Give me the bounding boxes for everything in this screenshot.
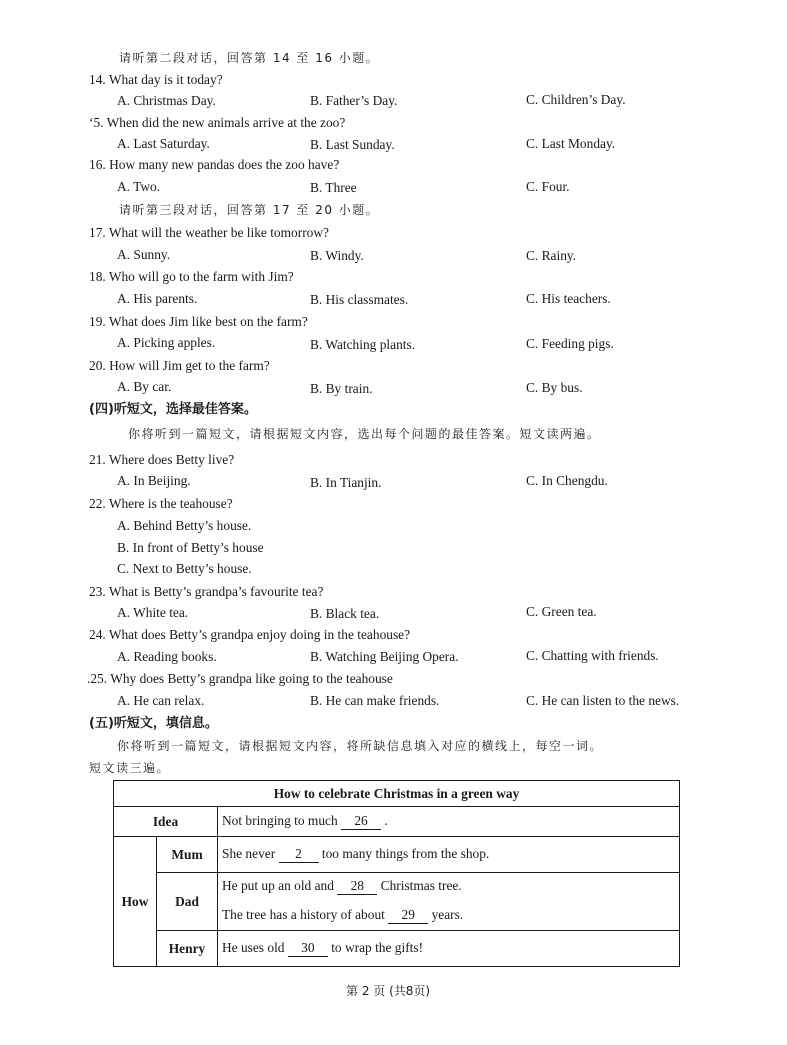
q17-option-a: A. Sunny. xyxy=(117,247,171,262)
question-14: 14. What day is it today? xyxy=(89,72,223,87)
question-17: 17. What will the weather be like tomorrow? xyxy=(89,225,329,240)
mum-text-end: too many things from the shop. xyxy=(321,846,490,861)
q21-option-a: A. In Beijing. xyxy=(117,473,191,488)
section-5-instructions: 你将听到一篇短文，请根据短文内容，将所缺信息填入对应的横线上，每空一词。 xyxy=(117,739,604,753)
q16-option-b: B. Three xyxy=(310,180,357,195)
blank-29[interactable]: 29 xyxy=(388,907,428,924)
q24-option-a: A. Reading books. xyxy=(117,649,217,664)
mum-label: Mum xyxy=(157,837,218,873)
henry-label: Henry xyxy=(157,931,218,967)
dad-text-2-end: years. xyxy=(431,906,464,922)
question-23: 23. What is Betty’s grandpa’s favourite tea? xyxy=(89,584,324,599)
q22-option-c: C. Next to Betty’s house. xyxy=(117,561,252,576)
table-title: How to celebrate Christmas in a green way xyxy=(114,781,680,807)
question-25: .25. Why does Betty’s grandpa like going to the teahouse xyxy=(87,671,393,686)
page-number: 第 2 页 (共8页) xyxy=(346,984,431,998)
q14-option-b: B. Father’s Day. xyxy=(310,93,398,108)
q25-option-c: C. He can listen to the news. xyxy=(526,693,680,708)
henry-text: He uses old xyxy=(222,940,285,955)
question-22: 22. Where is the teahouse? xyxy=(89,496,233,511)
mum-cell xyxy=(218,837,680,873)
q25-option-b: B. He can make friends. xyxy=(310,693,440,708)
q20-option-c: C. By bus. xyxy=(526,380,583,395)
q24-option-b: B. Watching Beijing Opera. xyxy=(310,649,459,664)
henry-cell xyxy=(218,931,680,967)
q18-option-a: A. His parents. xyxy=(117,291,198,306)
q14-option-c: C. Children’s Day. xyxy=(526,92,626,107)
question-24: 24. What does Betty’s grandpa enjoy doing in the teahouse? xyxy=(89,627,411,642)
how-label: How xyxy=(114,837,157,967)
idea-end: . xyxy=(384,813,388,828)
q15-option-b: B. Last Sunday. xyxy=(310,137,395,152)
section-4-heading: (四)听短文，选择最佳答案。 xyxy=(89,402,257,417)
q14-option-a: A. Christmas Day. xyxy=(117,93,216,108)
question-18: 18. Who will go to the farm with Jim? xyxy=(89,269,294,284)
mum-text: She never xyxy=(222,846,276,861)
idea-cell xyxy=(218,807,680,837)
q18-option-c: C. His teachers. xyxy=(526,291,611,306)
idea-text: Not bringing to much xyxy=(222,813,338,828)
q21-option-b: B. In Tianjin. xyxy=(310,475,382,490)
dad-cell-1 xyxy=(218,873,680,901)
q19-option-c: C. Feeding pigs. xyxy=(526,336,614,351)
q22-option-a: A. Behind Betty’s house. xyxy=(117,518,252,533)
question-16: 16. How many new pandas does the zoo have? xyxy=(89,157,340,172)
q23-option-a: A. White tea. xyxy=(117,605,189,620)
dad-text-2: The tree has a history of about xyxy=(222,906,385,922)
q24-option-c: C. Chatting with friends. xyxy=(526,648,659,663)
dad-cell-2 xyxy=(218,901,680,931)
q19-option-b: B. Watching plants. xyxy=(310,337,416,352)
q21-option-c: C. In Chengdu. xyxy=(526,473,608,488)
instruction-dialogue-3: 请听第三段对话，回答第 17 至 20 小题。 xyxy=(119,203,380,217)
q17-option-c: C. Rainy. xyxy=(526,248,577,263)
q23-option-c: C. Green tea. xyxy=(526,604,597,619)
blank-26[interactable]: 26 xyxy=(341,813,381,830)
dad-text-1-end: Christmas tree. xyxy=(380,878,462,894)
q15-option-a: A. Last Saturday. xyxy=(117,136,210,151)
q19-option-a: A. Picking apples. xyxy=(117,335,216,350)
section-5-instructions-cont: 短文读三遍。 xyxy=(89,761,171,775)
idea-label: Idea xyxy=(114,807,218,837)
question-20: 20. How will Jim get to the farm? xyxy=(89,358,270,373)
q22-option-b: B. In front of Betty’s house xyxy=(117,540,264,555)
dad-text-1: He put up an old and xyxy=(222,878,334,894)
blank-28[interactable]: 28 xyxy=(337,878,377,895)
question-19: 19. What does Jim like best on the farm? xyxy=(89,314,308,329)
section-4-instructions: 你将听到一篇短文，请根据短文内容，选出每个问题的最佳答案。短文读两遍。 xyxy=(128,427,601,441)
q17-option-b: B. Windy. xyxy=(310,248,364,263)
q25-option-a: A. He can relax. xyxy=(117,693,205,708)
question-15: ʻ5. When did the new animals arrive at the zoo? xyxy=(89,115,346,130)
q20-option-a: A. By car. xyxy=(117,379,172,394)
question-21: 21. Where does Betty live? xyxy=(89,452,235,467)
dad-label: Dad xyxy=(157,873,218,931)
q18-option-b: B. His classmates. xyxy=(310,292,409,307)
info-table xyxy=(113,780,680,967)
section-5-heading: (五)听短文，填信息。 xyxy=(89,716,218,731)
q15-option-c: C. Last Monday. xyxy=(526,136,616,151)
instruction-dialogue-2: 请听第二段对话，回答第 14 至 16 小题。 xyxy=(119,51,380,65)
q23-option-b: B. Black tea. xyxy=(310,606,380,621)
blank-27[interactable]: 2 xyxy=(279,846,319,863)
henry-text-end: to wrap the gifts! xyxy=(331,940,424,955)
q20-option-b: B. By train. xyxy=(310,381,373,396)
blank-30[interactable]: 30 xyxy=(288,940,328,957)
q16-option-c: C. Four. xyxy=(526,179,570,194)
q16-option-a: A. Two. xyxy=(117,179,161,194)
